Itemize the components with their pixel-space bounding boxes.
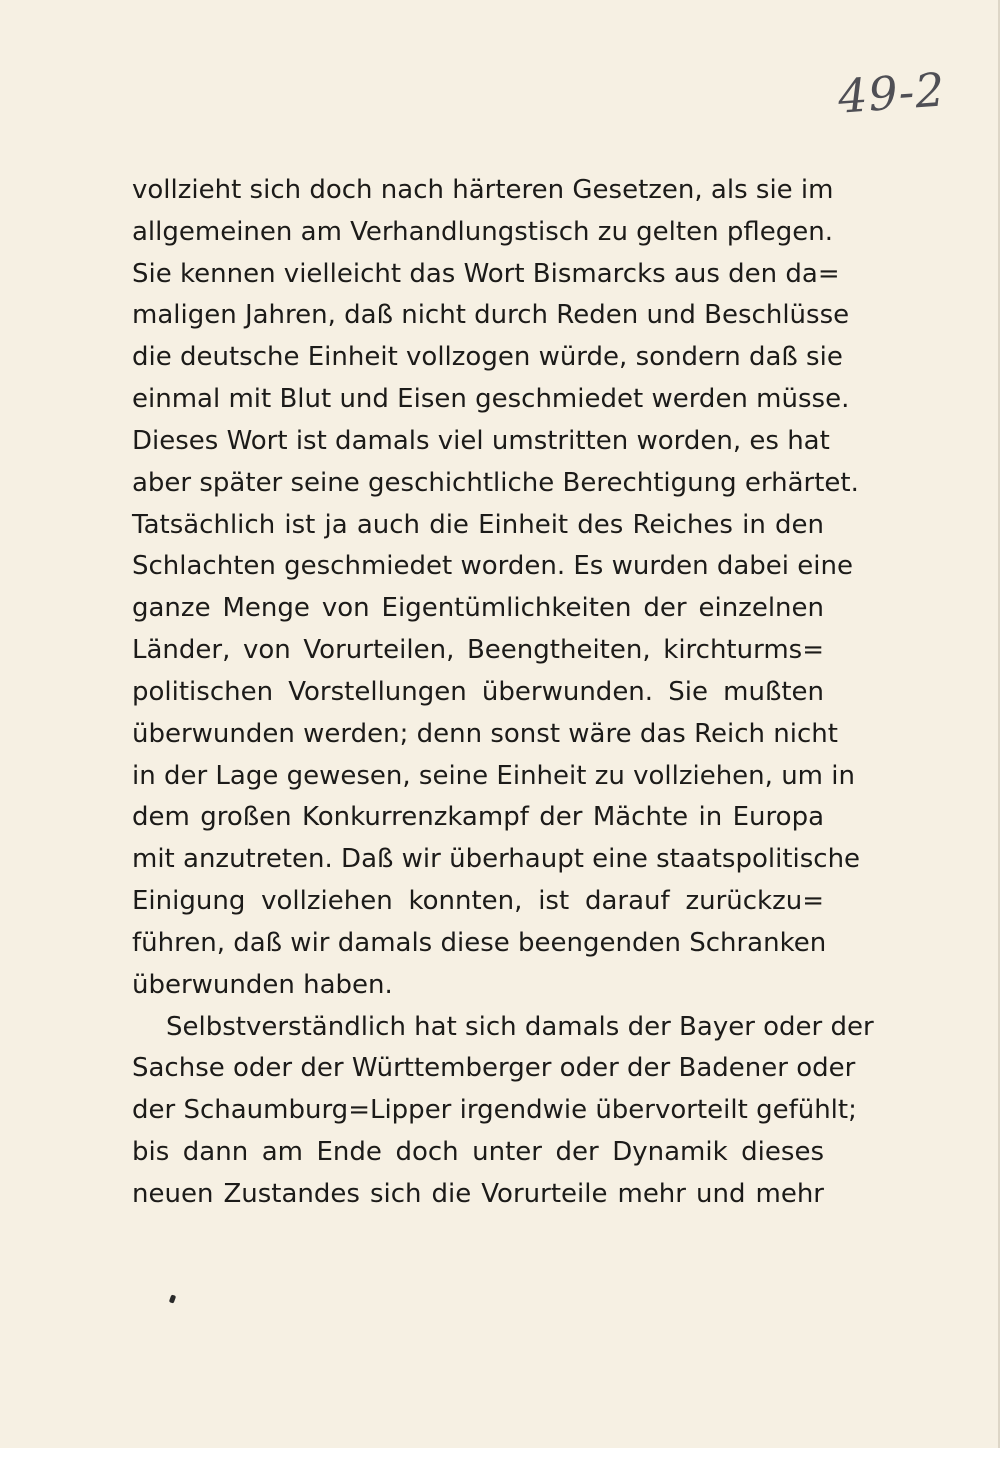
body-text xyxy=(132,168,874,1214)
text-line: Sachse oder der Württemberger oder der Badener oder xyxy=(132,1053,856,1084)
text-line: aber später seine geschichtliche Berechtigung erhärtet. xyxy=(132,467,859,498)
text-line: neuen Zustandes sich die Vorurteile mehr und mehr xyxy=(132,1178,824,1209)
text-line: Länder, von Vorurteilen, Beengtheiten, kirchturms= xyxy=(132,635,824,666)
text-line: führen, daß wir damals diese beengenden Schranken xyxy=(132,927,827,958)
text-line: Dieses Wort ist damals viel umstritten worden, es hat xyxy=(132,425,830,456)
text-line: mit anzutreten. Daß wir überhaupt eine staatspolitische xyxy=(132,844,861,875)
text-line: politischen Vorstellungen überwunden. Sie mußten xyxy=(132,676,824,707)
page-edge xyxy=(0,1448,1000,1465)
text-line: dem großen Konkurrenzkampf der Mächte in Europa xyxy=(132,802,824,833)
text-line: Tatsächlich ist ja auch die Einheit des Reiches in den xyxy=(132,509,824,540)
text-line: vollzieht sich doch nach härteren Gesetzen, als sie im xyxy=(132,175,834,205)
ink-mark xyxy=(169,1294,176,1303)
text-line: in der Lage gewesen, seine Einheit zu vollziehen, um in xyxy=(132,760,855,791)
text-line: bis dann am Ende doch unter der Dynamik dieses xyxy=(132,1137,824,1168)
text-line: überwunden werden; denn sonst wäre das Reich nicht xyxy=(132,718,838,749)
text-line: allgemeinen am Verhandlungstisch zu gelten pflegen. xyxy=(132,216,833,247)
text-line: der Schaumburg=Lipper irgendwie übervorteilt gefühlt; xyxy=(132,1095,857,1126)
text-line: Einigung vollziehen konnten, ist darauf zurückzu= xyxy=(132,886,824,917)
text-line: maligen Jahren, daß nicht durch Reden und Beschlüsse xyxy=(132,300,850,331)
text-line: einmal mit Blut und Eisen geschmiedet werden müsse. xyxy=(132,384,850,415)
text-line: überwunden haben. xyxy=(132,969,393,1000)
text-line: die deutsche Einheit vollzogen würde, sondern daß sie xyxy=(132,342,843,373)
text-line: Selbstverständlich hat sich damals der Bayer oder der xyxy=(166,1011,874,1042)
page-number: 49-2 xyxy=(836,62,948,124)
text-line: Sie kennen vielleicht das Wort Bismarcks aus den da= xyxy=(132,258,840,289)
text-line: Schlachten geschmiedet worden. Es wurden dabei eine xyxy=(132,551,853,582)
text-line: ganze Menge von Eigentümlichkeiten der einzelnen xyxy=(132,593,824,624)
